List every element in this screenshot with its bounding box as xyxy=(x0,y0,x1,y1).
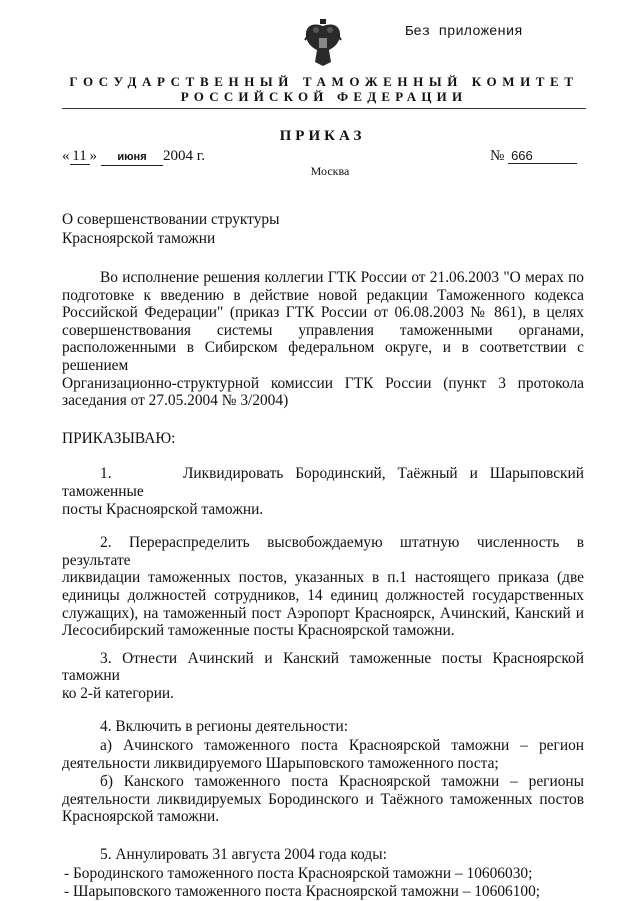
order-item xyxy=(62,650,584,703)
text-line: Красноярской таможни. xyxy=(62,808,220,826)
header-divider xyxy=(62,108,586,109)
text-line: заседания от 27.05.2004 № 3/2004) xyxy=(62,392,289,410)
text-line: 2. Перераспределить высвобождаемую штатную численность в результате xyxy=(62,534,584,569)
text-line: посты Красноярской таможни. xyxy=(62,500,264,518)
text-line: служащих), на таможенный пост Аэропорт Красноярск, Ачинский, Канский и xyxy=(62,604,584,622)
subject-line: Красноярской таможни xyxy=(62,230,216,247)
date-day: 11 xyxy=(70,149,90,165)
order-item xyxy=(64,883,584,901)
subject-line: О совершенствовании структуры xyxy=(62,211,280,228)
text-line: расположенными в Сибирском федеральном округе, и в соответствии с решением xyxy=(62,339,584,374)
subject xyxy=(62,210,584,248)
document-type: ПРИКАЗ xyxy=(279,128,366,144)
text-line: Во исполнение решения коллегии ГТК России от 21.06.2003 "О мерах по xyxy=(100,269,584,286)
order-item xyxy=(62,846,584,864)
text-line: Организационно-структурной комиссии ГТК России (пункт 3 протокола xyxy=(62,374,584,392)
order-item xyxy=(62,737,584,772)
city: Москва xyxy=(310,164,350,178)
text-line: 3. Отнести Ачинский и Канский таможенные посты Красноярской таможни xyxy=(62,649,584,685)
date-close-quote: » xyxy=(89,148,97,164)
date-month: июня xyxy=(101,150,163,166)
text-line: деятельности ликвидируемых Бородинского и Таёжного таможенных постов xyxy=(62,790,584,808)
text-line: - Бородинского таможенного поста Красноярской таможни – 10606030; xyxy=(64,864,533,882)
text-line: ко 2-й категории. xyxy=(62,684,175,702)
text-line: - Шарыповского таможенного поста Красноярской таможни – 10606100; xyxy=(64,883,541,901)
text-line: 5. Аннулировать 31 августа 2004 года коды: xyxy=(100,846,387,864)
date-open-quote: « xyxy=(62,148,70,164)
text-line: Российской Федерации" (приказ ГТК России от 06.08.2003 № 861), в целях xyxy=(62,304,584,322)
order-item xyxy=(62,534,584,640)
coat-of-arms-emblem xyxy=(303,18,343,68)
text-line: б) Канского таможенного поста Красноярской таможни – регионы xyxy=(100,773,584,791)
text-line: совершенствования системы управления таможенными органами, xyxy=(62,321,584,339)
document-body xyxy=(62,269,588,901)
text-line: 4. Включить в регионы деятельности: xyxy=(100,718,348,736)
text-line: 1. Ликвидировать Бородинский, Таёжный и Шарыповский таможенные xyxy=(62,465,588,500)
organization-name: ГОСУДАРСТВЕННЫЙ ТАМОЖЕННЫЙ КОМИТЕТ xyxy=(69,74,579,89)
date-year: 2004 г. xyxy=(163,148,205,164)
number-label: № xyxy=(490,148,505,164)
order-item xyxy=(62,773,584,826)
attachment-note: Без приложения xyxy=(405,24,523,40)
order-item xyxy=(64,865,584,883)
text-line: деятельности ликвидируемого Шарыповского таможенного поста; xyxy=(62,754,499,772)
text-line: Лесосибирский таможенные посты Красноярской таможни. xyxy=(62,622,455,640)
number-value: 666 xyxy=(508,148,577,164)
text-line: единицы должностей сотрудников, 14 единиц должностей государственных xyxy=(62,586,584,604)
order-item xyxy=(62,718,584,736)
text-line: подготовке к введению в действие новой редакции Таможенного кодекса xyxy=(62,286,584,304)
order-number xyxy=(490,148,577,165)
text-line: а) Ачинского таможенного поста Красноярской таможни – регион xyxy=(100,737,584,755)
organization-country: РОССИЙСКОЙ ФЕДЕРАЦИИ xyxy=(180,89,468,104)
order-word: ПРИКАЗЫВАЮ: xyxy=(62,429,176,447)
order-item xyxy=(62,465,588,518)
preamble xyxy=(62,269,584,410)
text-line: ликвидации таможенных постов, указанных в п.1 настоящего приказа (две xyxy=(62,569,584,587)
